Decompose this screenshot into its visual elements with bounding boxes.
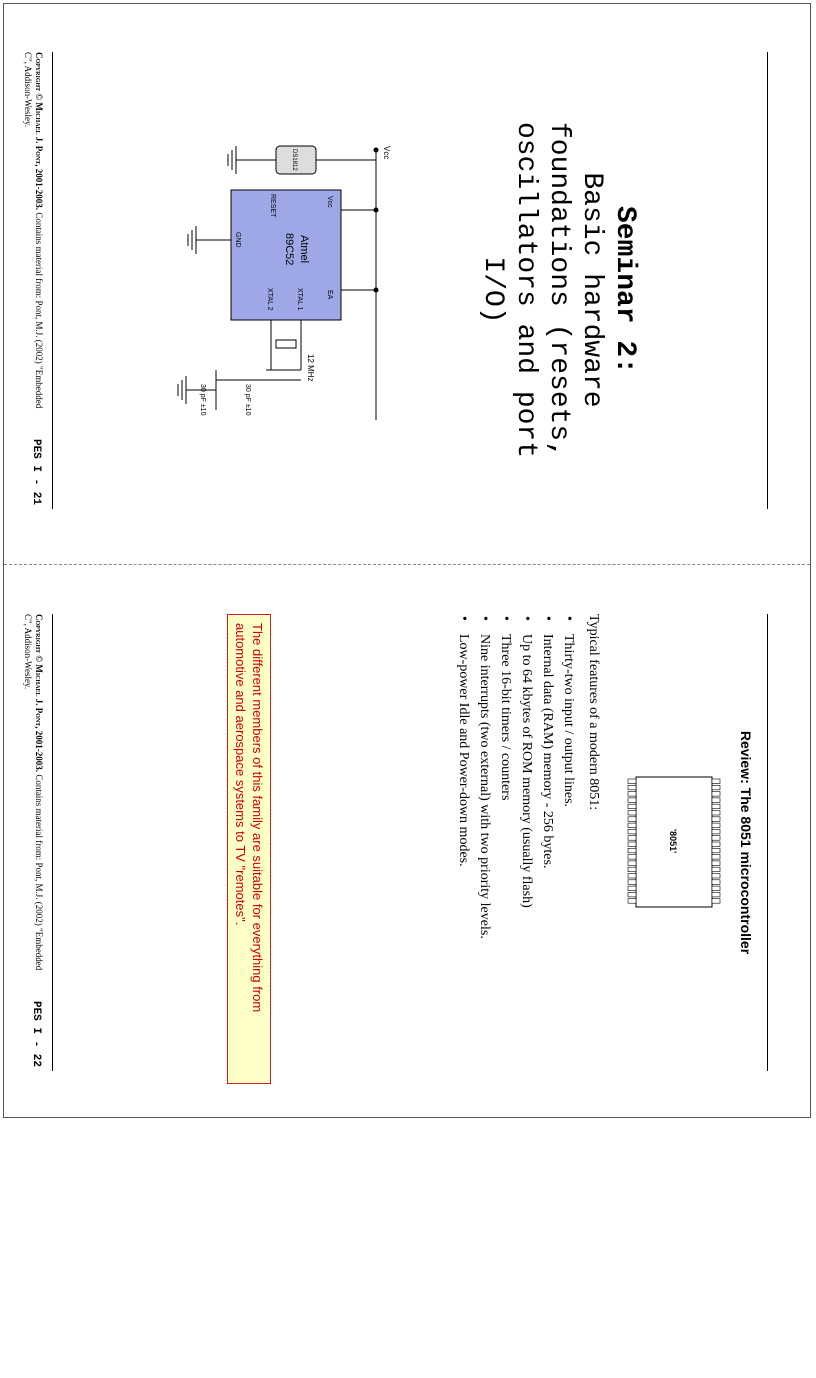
features-lead: Typical features of a modern 8051: xyxy=(586,614,601,811)
chip-pin xyxy=(712,880,720,885)
top-rule xyxy=(767,52,768,509)
chip-pin xyxy=(628,798,636,803)
chip-pin xyxy=(712,886,720,891)
chip-pin xyxy=(712,811,720,816)
copyright-notice xyxy=(22,614,44,974)
chip-pin xyxy=(628,811,636,816)
chip-pin xyxy=(628,886,636,891)
chip-xtal2-pin: XTAL 2 xyxy=(266,288,273,311)
chip-pin xyxy=(628,899,636,904)
chip-pin xyxy=(628,867,636,872)
slide-title xyxy=(476,80,641,500)
copyright-notice xyxy=(22,52,44,412)
chip-pin xyxy=(712,785,720,790)
chip-pin xyxy=(628,792,636,797)
bottom-rule xyxy=(52,614,53,1071)
chip-pin xyxy=(712,829,720,834)
list-item: • Up to 64 kbytes of ROM memory (usually flash) xyxy=(516,628,537,1084)
chip-pin xyxy=(712,861,720,866)
copyright-source: Contains material from: Pont, M.J. (2002) "Embedded C", Addison-Wesley. xyxy=(23,614,44,971)
slide-title: Review: The 8051 microcontroller xyxy=(738,730,754,955)
bottom-rule xyxy=(52,52,53,509)
page-number: PES I - 22 xyxy=(30,1000,42,1067)
crystal-label: 12 MHz xyxy=(306,354,315,382)
chip-pin xyxy=(712,817,720,822)
chip-part: 89C52 xyxy=(283,233,295,266)
chip-label: '8051' xyxy=(668,829,678,854)
chip-pin xyxy=(712,855,720,860)
copyright-source: Contains material from: Pont, M.J. (2002) "Embedded C", Addison-Wesley. xyxy=(23,52,44,409)
chip-pin xyxy=(712,804,720,809)
chip-pin xyxy=(712,892,720,897)
dip-40-chip-diagram xyxy=(624,767,724,917)
slide-22 xyxy=(0,562,816,1123)
chip-xtal1-pin: XTAL 1 xyxy=(296,288,303,311)
title-seminar: Seminar 2: xyxy=(609,205,640,375)
chip-pin xyxy=(628,861,636,866)
highlight-note: The different members of this family are suitable for everything from automotive and aerospace systems to TV "remotes". xyxy=(227,614,271,1084)
chip-ea-pin: EA xyxy=(326,290,333,300)
page-number: PES I - 21 xyxy=(30,438,42,505)
list-item: • Internal data (RAM) memory - 256 bytes. xyxy=(537,628,558,1084)
capacitor-1-label: 30 pF ±10 xyxy=(244,384,251,416)
chip-pin xyxy=(712,842,720,847)
chip-pin xyxy=(712,836,720,841)
chip-pin xyxy=(628,804,636,809)
chip-pin xyxy=(628,842,636,847)
list-item: • Low-power Idle and Power-down modes. xyxy=(453,628,474,1084)
list-item: • Three 16-bit timers / counters xyxy=(495,628,516,1084)
ds1812-label: DS1812 xyxy=(291,149,297,171)
list-item: • Thirty-two input / output lines. xyxy=(558,628,579,1084)
chip-pin xyxy=(628,874,636,879)
copyright-holder: Copyright © Michael J. Pont, 2001-2003. xyxy=(34,614,44,773)
slide-21 xyxy=(0,0,816,561)
chip-pin xyxy=(628,892,636,897)
chip-pin xyxy=(712,899,720,904)
chip-pin xyxy=(628,829,636,834)
chip-pin xyxy=(628,779,636,784)
capacitor-2-label: 30 pF ±10 xyxy=(199,384,206,416)
chip-pin xyxy=(628,848,636,853)
chip-pin xyxy=(628,817,636,822)
top-rule xyxy=(767,614,768,1071)
chip-gnd-pin: GND xyxy=(234,232,241,248)
chip-pin xyxy=(712,792,720,797)
list-item: • Nine interrupts (two external) with two priority levels. xyxy=(474,628,495,1084)
chip-maker: Atmel xyxy=(298,235,310,264)
reset-oscillator-schematic xyxy=(136,140,396,440)
chip-pin xyxy=(712,779,720,784)
chip-pin xyxy=(628,823,636,828)
title-topic: Basic hardware foundations (resets, oscillators and port I/O) xyxy=(477,121,607,459)
copyright-holder: Copyright © Michael J. Pont, 2001-2003. xyxy=(34,52,44,211)
vcc-label: Vcc xyxy=(382,146,391,160)
chip-pin xyxy=(712,798,720,803)
chip-pin xyxy=(712,848,720,853)
chip-pin xyxy=(628,785,636,790)
chip-pin xyxy=(712,867,720,872)
chip-pin xyxy=(712,874,720,879)
chip-vcc-pin: Vcc xyxy=(326,196,333,208)
chip-pin xyxy=(712,823,720,828)
chip-reset-pin: RESET xyxy=(269,194,276,218)
chip-pin xyxy=(628,855,636,860)
chip-pin xyxy=(628,836,636,841)
chip-pin xyxy=(628,880,636,885)
features-list xyxy=(453,614,604,1084)
